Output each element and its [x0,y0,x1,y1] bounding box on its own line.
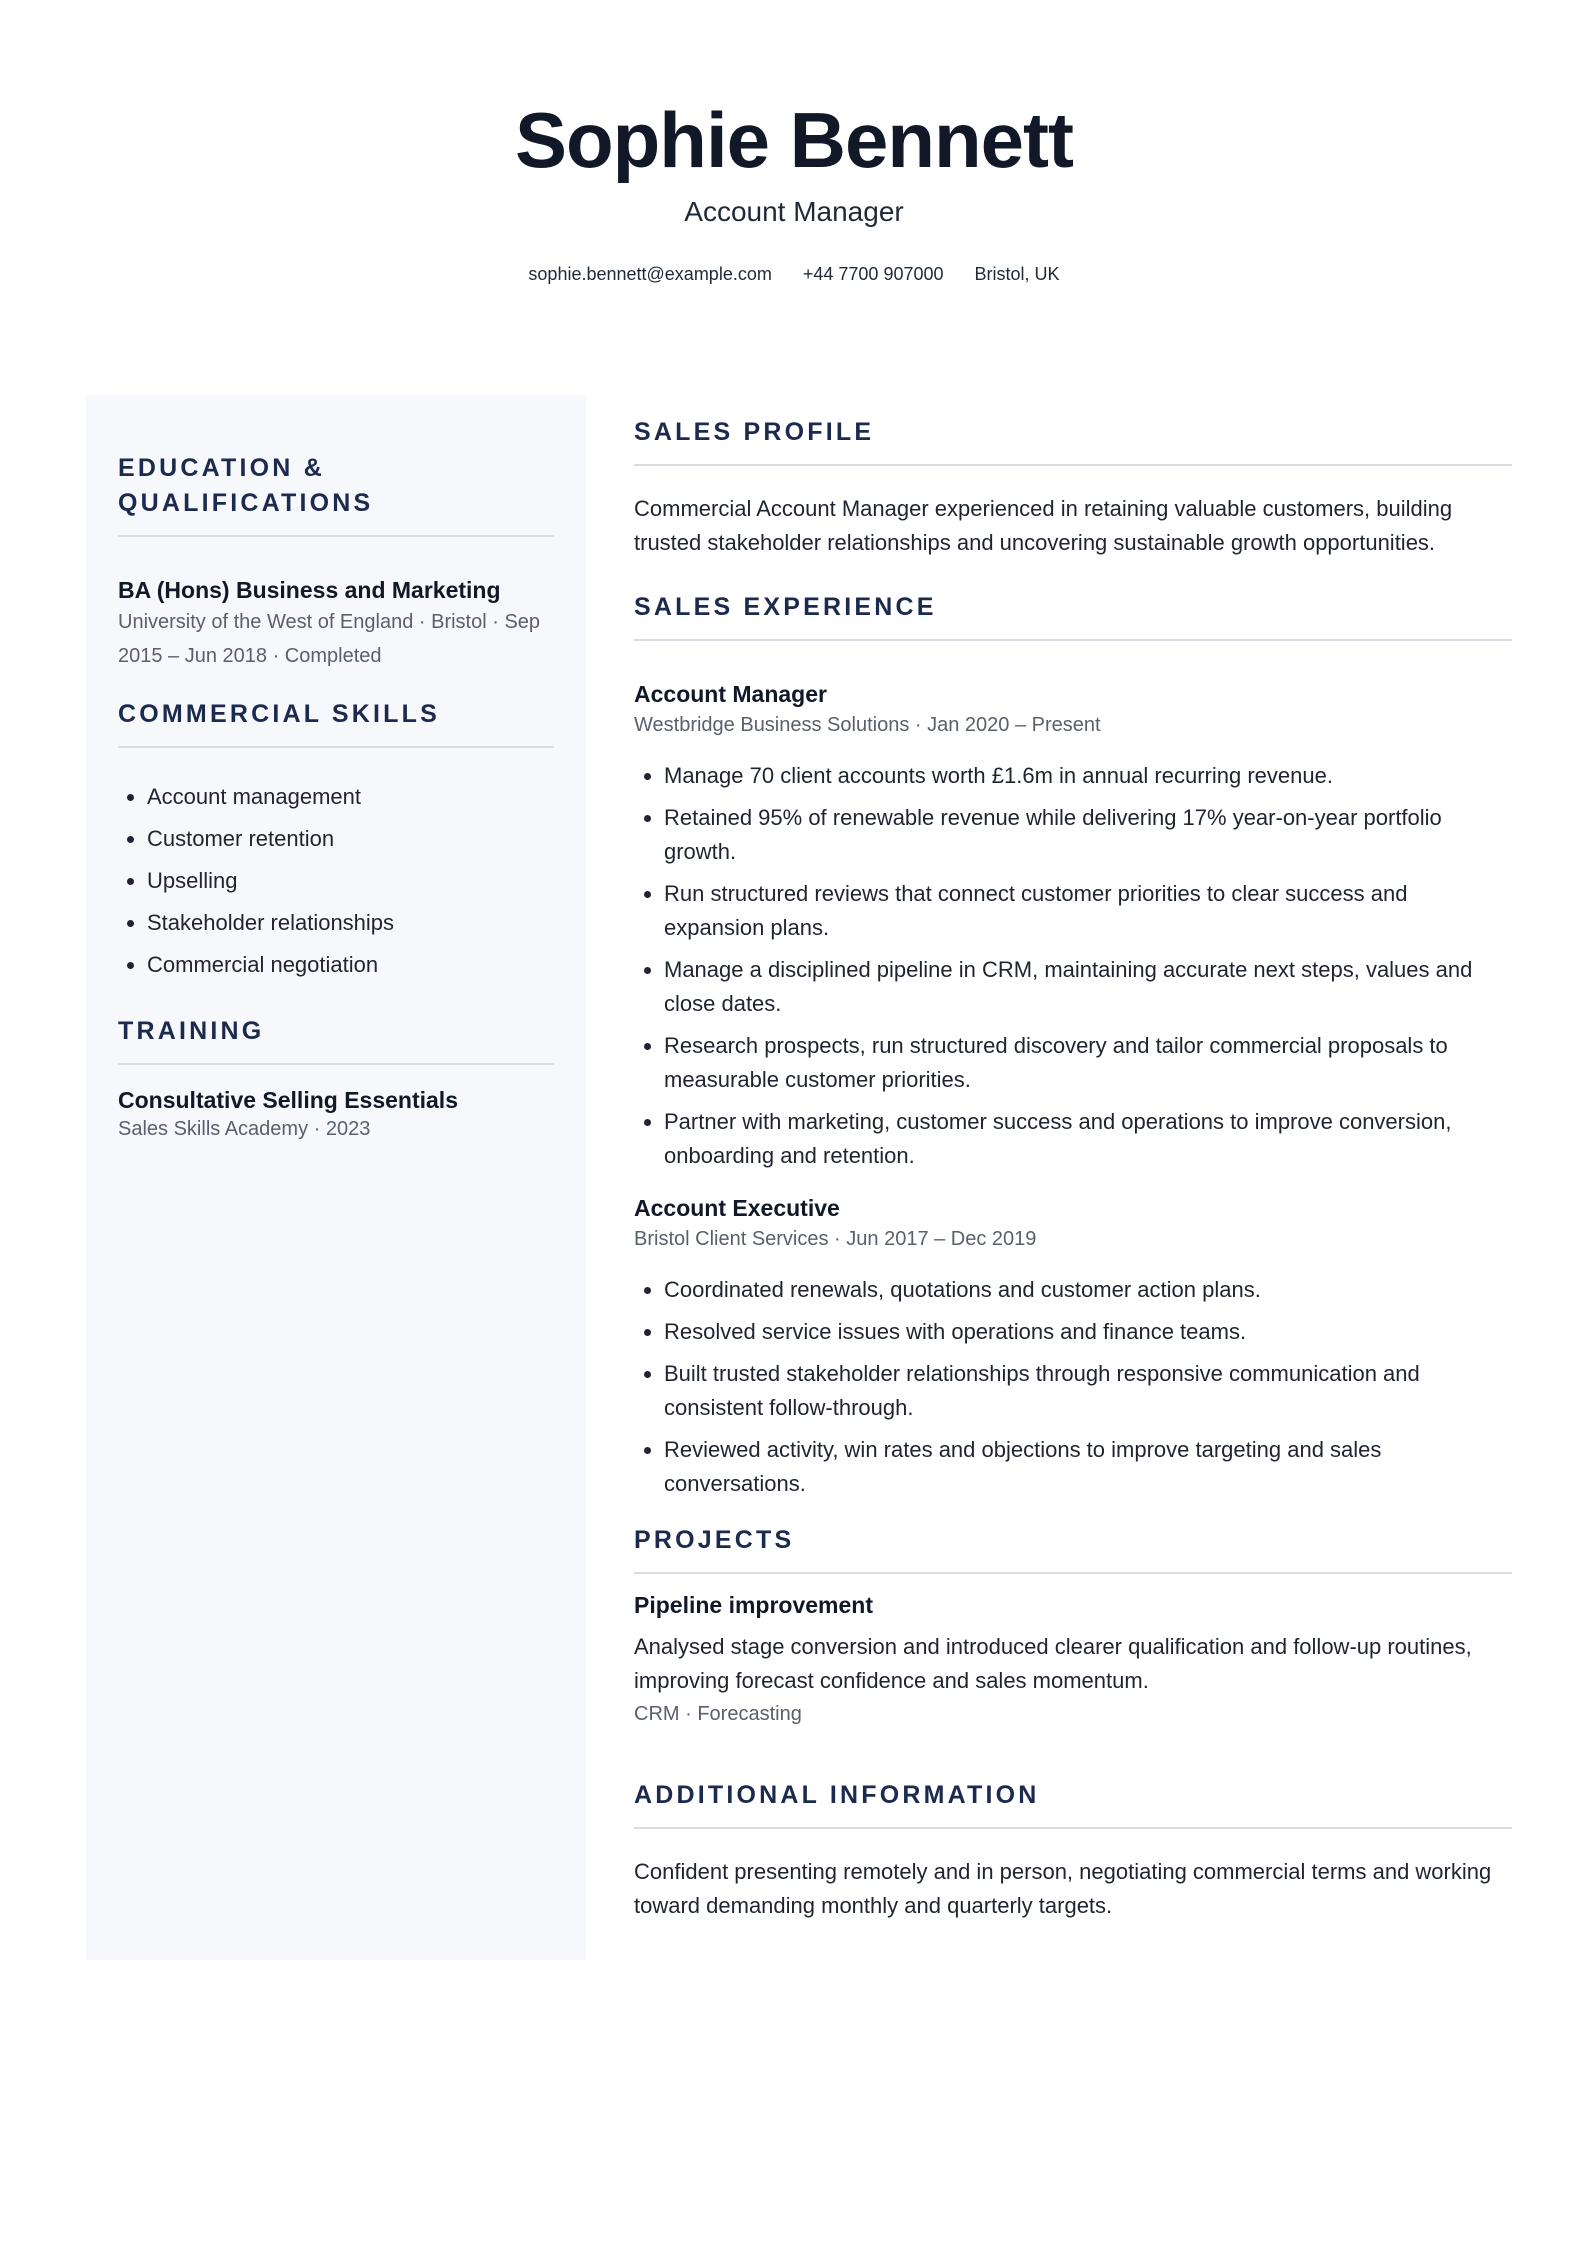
section-divider [634,464,1512,466]
job-meta: Bristol Client Services · Jun 2017 – Dec 2019 [634,1228,1037,1250]
bullet-item: • Manage 70 client accounts worth £1.6m in annual recurring revenue. [664,759,1512,793]
bullet-item: • Partner with marketing, customer success and operations to improve conversion, onboarding and retention. [664,1105,1512,1173]
bullet-item: • Built trusted stakeholder relationships through responsive communication and consistent follow-through. [664,1357,1512,1425]
training-section [118,1014,554,1143]
degree-title: BA (Hons) Business and Marketing [118,577,501,603]
additional-section [634,1778,1512,1923]
contact-phone[interactable]: +44 7700 907000 [802,264,944,284]
project-text: Analysed stage conversion and introduced clearer qualification and follow-up routines, improving forecast confidence and sales momentum. [634,1634,1472,1693]
contact-email[interactable]: sophie.bennett@example.com [528,264,772,284]
bullet-item: • Manage a disciplined pipeline in CRM, maintaining accurate next steps, values and close dates. [664,953,1512,1021]
project-name: Pipeline improvement [634,1592,874,1618]
skill-item: • Upselling [147,860,554,902]
skills-list [118,776,554,986]
education-section [118,451,554,673]
profile-section [634,415,1512,560]
job-title: Account Manager [634,681,827,707]
training-heading: TRAINING [118,1017,265,1045]
job-bullets [634,759,1512,1173]
candidate-role: Account Manager [684,196,904,227]
profile-text: Commercial Account Manager experienced in retaining valuable customers, building trusted stakeholder relationships and uncovering sustainable growth opportunities. [634,496,1453,555]
projects-heading: PROJECTS [634,1526,795,1554]
additional-text: Confident presenting remotely and in person, negotiating commercial terms and working toward demanding monthly and quarterly targets. [634,1859,1492,1918]
main-column [634,415,1512,1923]
additional-heading: ADDITIONAL INFORMATION [634,1781,1040,1809]
contact-location: Bristol, UK [974,264,1060,284]
skill-item: • Stakeholder relationships [147,902,554,944]
experience-section [634,590,1512,1501]
section-divider [118,1063,554,1065]
section-divider [634,1572,1512,1574]
bullet-item: • Coordinated renewals, quotations and customer action plans. [664,1273,1512,1307]
bullet-item: • Reviewed activity, win rates and objections to improve targeting and sales conversations. [664,1433,1512,1501]
section-divider [634,1827,1512,1829]
job-bullets [634,1273,1512,1501]
sidebar [86,395,586,1960]
job-entry [634,679,1512,1173]
bullet-item: • Retained 95% of renewable revenue while delivering 17% year-on-year portfolio growth. [664,801,1512,869]
sidebar-content [118,451,554,1143]
skill-item: • Commercial negotiation [147,944,554,986]
section-divider [118,746,554,748]
education-heading: EDUCATION & QUALIFICATIONS [118,454,374,517]
experience-heading: SALES EXPERIENCE [634,593,937,621]
section-divider [634,639,1512,641]
degree-details: University of the West of England · Bristol · Sep 2015 – Jun 2018 · Completed [118,611,541,667]
job-title: Account Executive [634,1195,840,1221]
job-entry [634,1193,1512,1501]
bullet-item: • Run structured reviews that connect customer priorities to clear success and expansion plans. [664,877,1512,945]
training-details: Sales Skills Academy · 2023 [118,1118,371,1140]
candidate-name: Sophie Bennett [514,96,1073,184]
skills-section [118,697,554,986]
training-course: Consultative Selling Essentials [118,1087,458,1113]
profile-heading: SALES PROFILE [634,418,875,446]
section-divider [118,535,554,537]
bullet-item: • Research prospects, run structured discovery and tailor commercial proposals to measurable customer priorities. [664,1029,1512,1097]
contact-line [0,262,1588,286]
project-tags: CRM · Forecasting [634,1703,802,1725]
bullet-item: • Resolved service issues with operations and finance teams. [664,1315,1512,1349]
skills-heading: COMMERCIAL SKILLS [118,700,440,728]
job-meta: Westbridge Business Solutions · Jan 2020 – Present [634,714,1101,736]
skill-item: • Account management [147,776,554,818]
skill-item: • Customer retention [147,818,554,860]
projects-section [634,1523,1512,1730]
